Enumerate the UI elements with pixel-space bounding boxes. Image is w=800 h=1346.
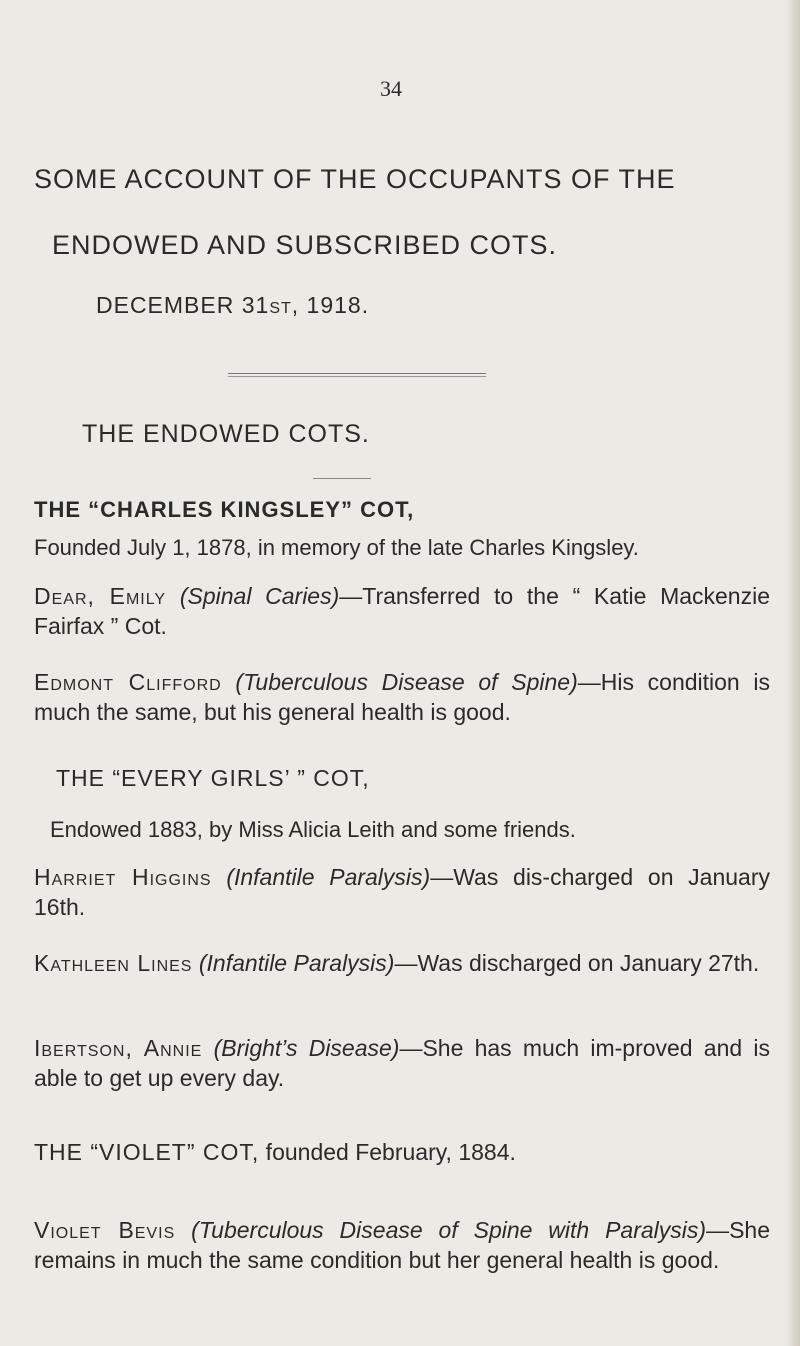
entry-dear-emily xyxy=(34,581,770,641)
entry-ibertson-annie xyxy=(34,1033,770,1093)
cot-heading-violet: THE “VIOLET” COT, xyxy=(34,1139,260,1165)
patient-name: Edmont Clifford xyxy=(34,669,222,695)
entry-edmont-clifford xyxy=(34,667,770,727)
page-number: 34 xyxy=(380,76,402,101)
report-date: DECEMBER 31st, 1918. xyxy=(96,292,370,318)
title-line-1: SOME ACCOUNT OF THE OCCUPANTS OF THE xyxy=(34,164,676,194)
patient-name: Violet Bevis xyxy=(34,1217,176,1243)
patient-name: Kathleen Lines xyxy=(34,950,193,976)
page-edge-shadow xyxy=(786,0,800,1346)
entry-text: —Was discharged on January 27th. xyxy=(394,950,760,976)
entry-kathleen-lines xyxy=(34,948,770,978)
cot-founded-charles-kingsley: Founded July 1, 1878, in memory of the late Charles Kingsley. xyxy=(34,535,639,560)
divider-rule-lower xyxy=(228,376,486,377)
entry-text: —Was dis-charged on January 16th. xyxy=(34,864,771,920)
diagnosis: (Tuberculous Disease of Spine with Paralysis) xyxy=(191,1217,707,1243)
cot-founded-every-girls: Endowed 1883, by Miss Alicia Leith and some friends. xyxy=(50,817,576,842)
entry-text: —His condition is much the same, but his general health is good. xyxy=(34,669,771,725)
entry-text: —She has much im-proved and is able to get up every day. xyxy=(34,1035,770,1091)
patient-name: Harriet Higgins xyxy=(34,864,212,890)
section-divider xyxy=(313,478,371,479)
entry-harriet-higgins xyxy=(34,862,770,922)
diagnosis: (Tuberculous Disease of Spine) xyxy=(235,669,578,695)
cot-founded-violet: founded February, 1884. xyxy=(259,1139,516,1165)
divider-rule xyxy=(228,373,486,374)
diagnosis: (Bright’s Disease) xyxy=(213,1035,400,1061)
title-line-2: ENDOWED AND SUBSCRIBED COTS. xyxy=(52,230,558,260)
patient-name: Ibertson, Annie xyxy=(34,1035,203,1061)
cot-violet-line xyxy=(34,1139,516,1166)
entry-text: —She remains in much the same condition but her general health is good. xyxy=(34,1217,770,1273)
cot-heading-charles-kingsley: THE “CHARLES KINGSLEY” COT, xyxy=(34,497,415,522)
diagnosis: (Infantile Paralysis) xyxy=(226,864,431,890)
patient-name: Dear, Emily xyxy=(34,583,167,609)
entry-violet-bevis xyxy=(34,1215,770,1275)
section-heading: THE ENDOWED COTS. xyxy=(82,420,370,448)
cot-heading-every-girls: THE “EVERY GIRLS’ ” COT, xyxy=(56,765,370,791)
diagnosis: (Spinal Caries) xyxy=(179,583,340,609)
diagnosis: (Infantile Paralysis) xyxy=(198,950,395,976)
entry-text: —Transferred to the “ Katie Mackenzie Fairfax ” Cot. xyxy=(34,583,771,639)
